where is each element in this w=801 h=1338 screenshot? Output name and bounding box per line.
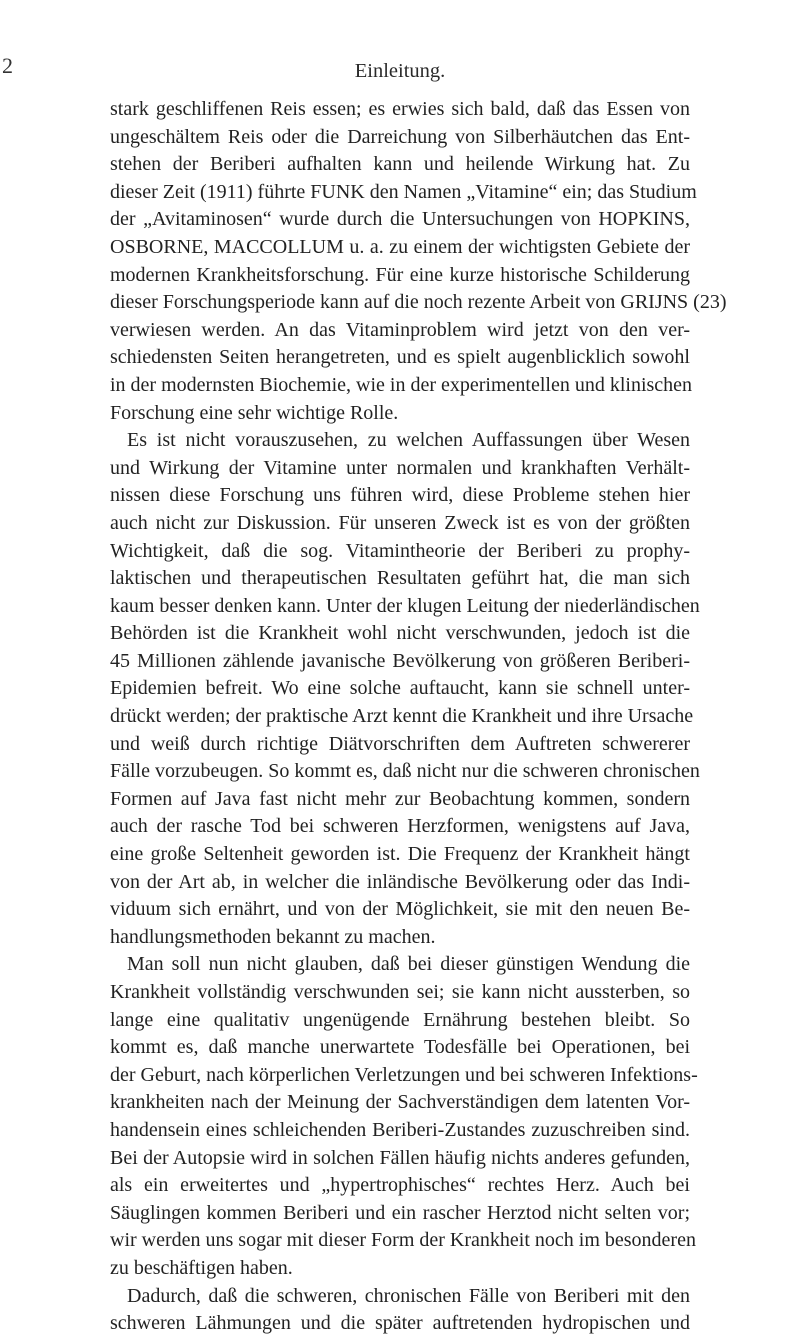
text-line: von der Art ab, in welcher die inländische Bevölkerung oder das Indi- bbox=[110, 870, 690, 893]
text-line: stehen der Beriberi aufhalten kann und heilende Wirkung hat. Zu bbox=[110, 153, 690, 176]
text-line: verwiesen werden. An das Vitaminproblem wird jetzt von den ver- bbox=[110, 318, 690, 341]
text-line: OSBORNE, MACCOLLUM u. a. zu einem der wichtigsten Gebiete der bbox=[110, 235, 690, 258]
text-line: schiedensten Seiten herangetreten, und es spielt augenblicklich sowohl bbox=[110, 346, 690, 369]
page-number: 2 bbox=[2, 53, 13, 78]
text-line: Formen auf Java fast nicht mehr zur Beobachtung kommen, sondern bbox=[110, 787, 690, 810]
text-line: Krankheit vollständig verschwunden sei; sie kann nicht aussterben, so bbox=[110, 981, 690, 1003]
text-line: ungeschältem Reis oder die Darreichung von Silberhäutchen das Ent- bbox=[110, 125, 690, 148]
text-line: handlungsmethoden bekannt zu machen. bbox=[110, 925, 436, 948]
text-line: auch nicht zur Diskussion. Für unseren Zweck ist es von der größten bbox=[110, 511, 690, 534]
text-line: dieser Zeit (1911) führte FUNK den Namen „Vitamine“ ein; das Studium bbox=[110, 180, 697, 203]
text-line: und Wirkung der Vitamine unter normalen und krankhaften Verhält- bbox=[110, 456, 690, 479]
text-line: Dadurch, daß die schweren, chronischen Fälle von Beriberi mit den bbox=[127, 1284, 690, 1307]
text-line: in der modernsten Biochemie, wie in der experimentellen und klinischen bbox=[110, 373, 693, 396]
text-line: nissen diese Forschung uns führen wird, diese Probleme stehen hier bbox=[110, 484, 690, 507]
text-line: der „Avitaminosen“ wurde durch die Untersuchungen von HOPKINS, bbox=[110, 208, 690, 231]
text-line: Wichtigkeit, daß die sog. Vitamintheorie der Beriberi zu prophy- bbox=[110, 539, 690, 562]
text-line: krankheiten nach der Meinung der Sachverständigen dem latenten Vor- bbox=[110, 1091, 690, 1114]
text-line: zu beschäftigen haben. bbox=[110, 1256, 293, 1279]
text-line: als ein erweitertes und „hypertrophisches“ rechtes Herz. Auch bei bbox=[110, 1174, 690, 1197]
body-text bbox=[110, 96, 727, 1338]
text-line: Säuglingen kommen Beriberi und ein rascher Herztod nicht selten vor; bbox=[110, 1201, 690, 1224]
text-line: Epidemien befreit. Wo eine solche auftaucht, kann sie schnell unter- bbox=[110, 677, 690, 700]
text-line: auch der rasche Tod bei schweren Herzformen, wenigstens auf Java, bbox=[110, 815, 690, 838]
text-line: dieser Forschungsperiode kann auf die noch rezente Arbeit von GRIJNS (23) bbox=[110, 291, 727, 314]
text-line: stark geschliffenen Reis essen; es erwies sich bald, daß das Essen von bbox=[110, 98, 690, 120]
text-line: und weiß durch richtige Diätvorschriften dem Auftreten schwererer bbox=[110, 732, 690, 755]
text-line: Fälle vorzubeugen. So kommt es, daß nicht nur die schweren chronischen bbox=[110, 760, 700, 783]
text-line: Es ist nicht vorauszusehen, zu welchen Auffassungen über Wesen bbox=[127, 429, 690, 452]
text-line: laktischen und therapeutischen Resultaten geführt hat, die man sich bbox=[110, 567, 690, 590]
text-line: modernen Krankheitsforschung. Für eine kurze historische Schilderung bbox=[110, 263, 690, 286]
text-line: schweren Lähmungen und die später auftretenden hydropischen und bbox=[110, 1312, 690, 1335]
text-line: Forschung eine sehr wichtige Rolle. bbox=[110, 401, 399, 424]
running-head: Einleitung. bbox=[354, 60, 446, 82]
book-page bbox=[2, 0, 727, 1335]
text-line: handensein eines schleichenden Beriberi-Zustandes zuzuschreiben sind. bbox=[110, 1118, 690, 1141]
text-line: kaum besser denken kann. Unter der klugen Leitung der niederländischen bbox=[110, 594, 700, 617]
text-line: 45 Millionen zählende javanische Bevölkerung von größeren Beriberi- bbox=[110, 649, 690, 672]
text-line: Man soll nun nicht glauben, daß bei dieser günstigen Wendung die bbox=[127, 953, 690, 976]
text-line: Bei der Autopsie wird in solchen Fällen häufig nichts anderes gefunden, bbox=[110, 1146, 690, 1169]
text-line: viduum sich ernährt, und von der Möglichkeit, sie mit den neuen Be- bbox=[110, 898, 690, 921]
text-line: eine große Seltenheit geworden ist. Die Frequenz der Krankheit hängt bbox=[110, 843, 690, 866]
text-line: Behörden ist die Krankheit wohl nicht verschwunden, jedoch ist die bbox=[110, 622, 690, 645]
text-line: kommt es, daß manche unerwartete Todesfälle bei Operationen, bei bbox=[110, 1036, 690, 1059]
text-line: lange eine qualitativ ungenügende Ernährung bestehen bleibt. So bbox=[110, 1008, 690, 1031]
text-line: der Geburt, nach körperlichen Verletzungen und bei schweren Infektions- bbox=[110, 1063, 698, 1086]
text-line: wir werden uns sogar mit dieser Form der Krankheit noch im besonderen bbox=[110, 1229, 696, 1252]
text-line: drückt werden; der praktische Arzt kennt die Krankheit und ihre Ursache bbox=[110, 705, 694, 728]
